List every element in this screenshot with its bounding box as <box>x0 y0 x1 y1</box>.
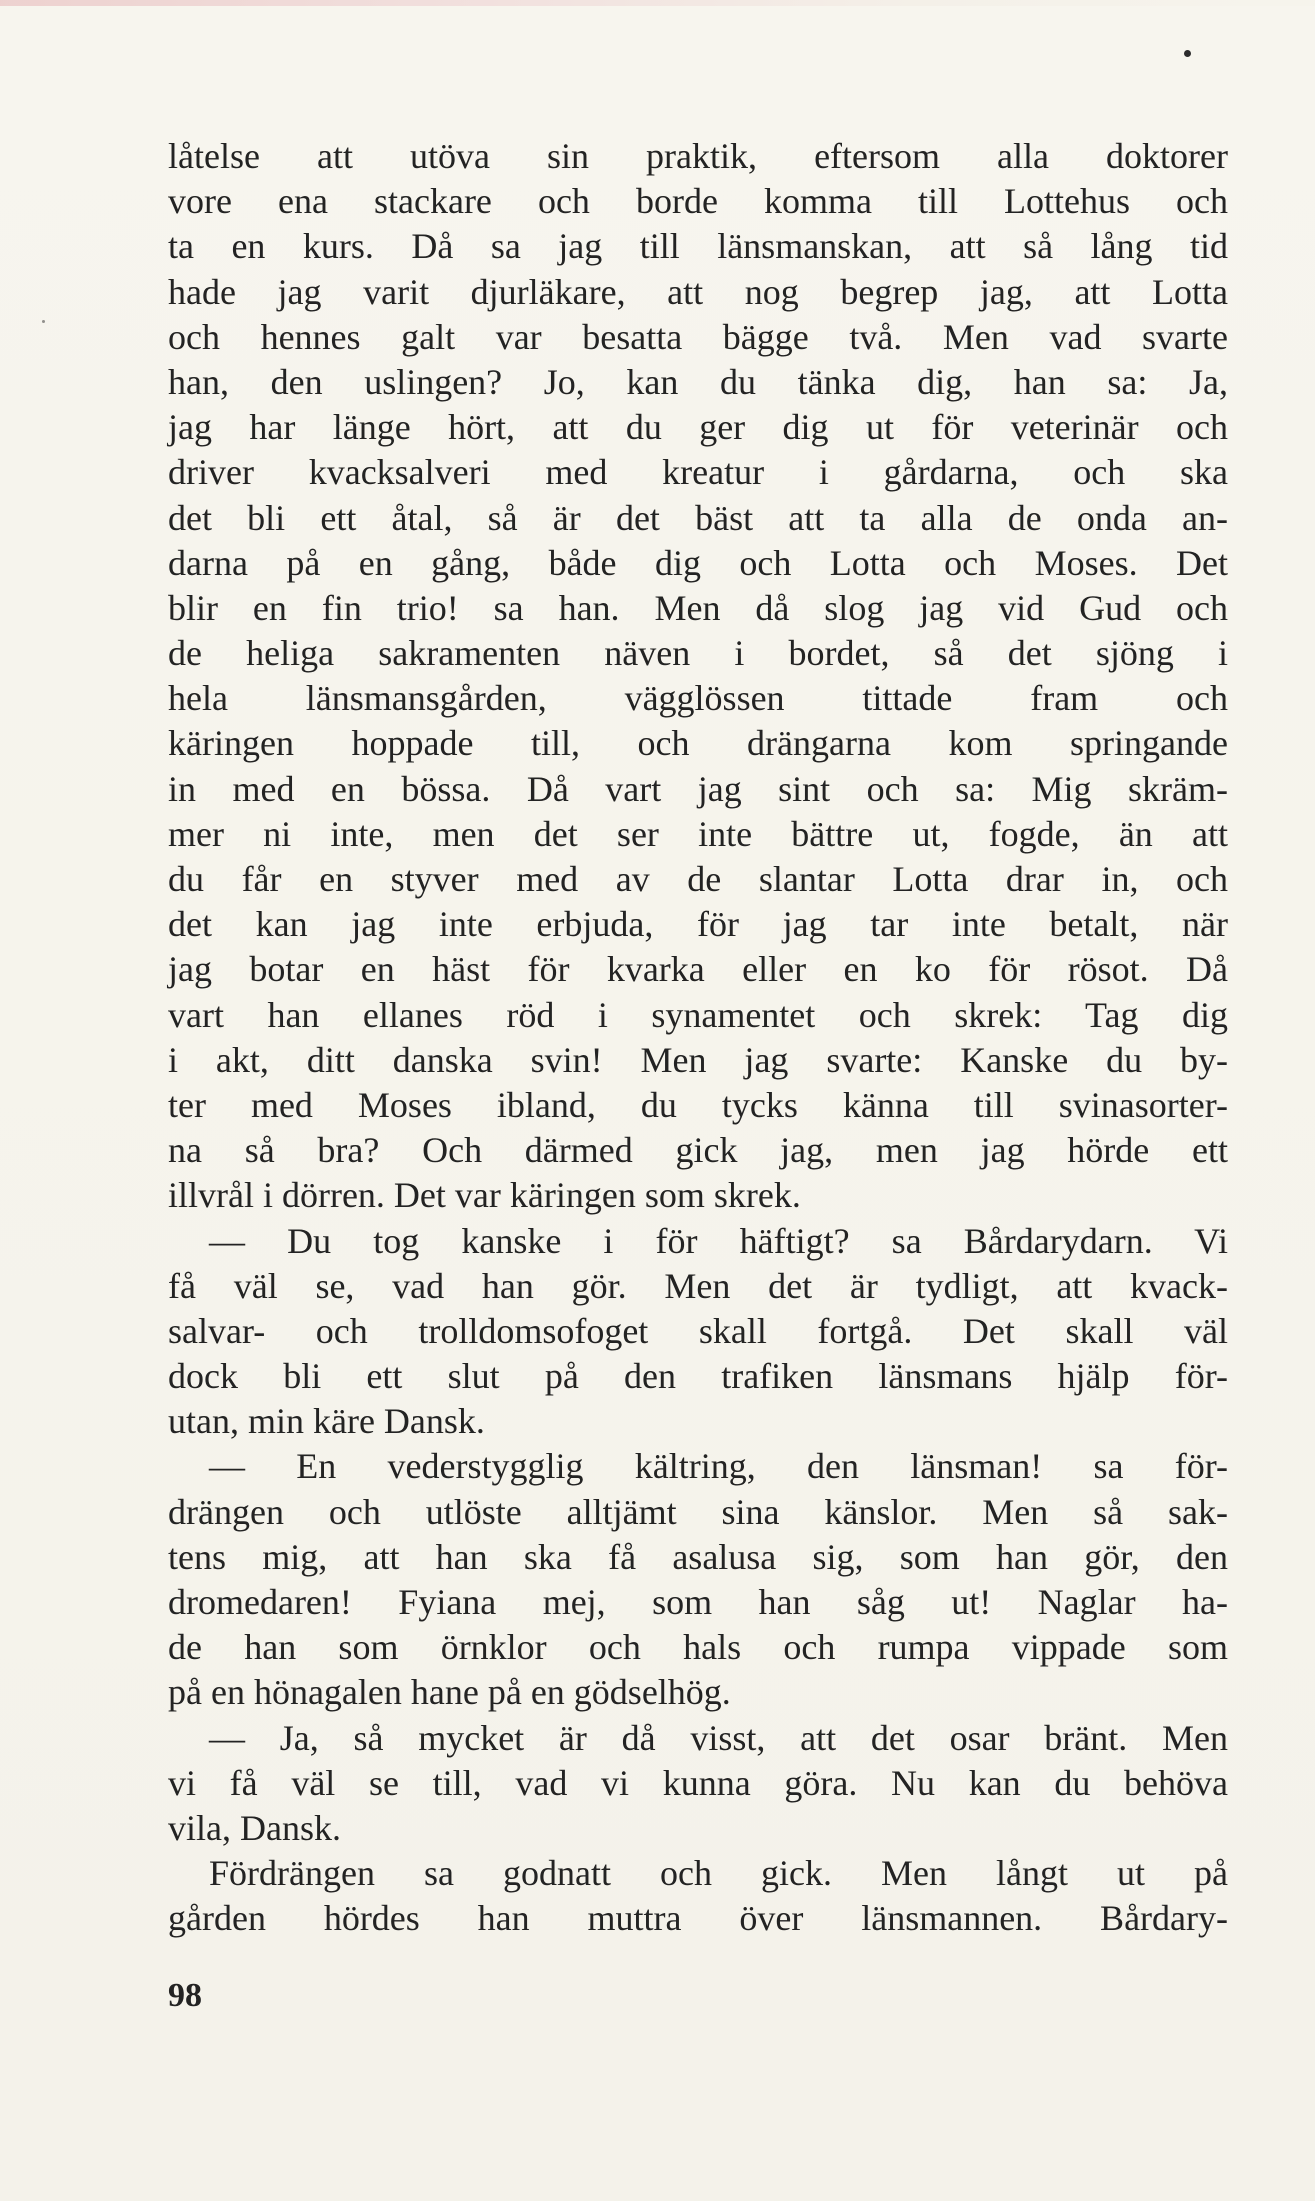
text-line: det kan jag inte erbjuda, för jag tar inte betalt, när <box>168 904 1228 945</box>
text-line: darna på en gång, både dig och Lotta och Moses. Det <box>168 542 1228 583</box>
ink-speck <box>42 320 45 323</box>
text-line: — Ja, så mycket är då visst, att det osar bränt. Men <box>209 1717 1228 1758</box>
text-line: tens mig, att han ska få asalusa sig, som han gör, den <box>168 1536 1228 1577</box>
text-line: gården hördes han muttra över länsmannen. Bårdary- <box>168 1898 1228 1939</box>
text-line: han, den uslingen? Jo, kan du tänka dig, han sa: Ja, <box>168 361 1228 402</box>
text-line: ta en kurs. Då sa jag till länsmanskan, att så lång tid <box>168 226 1228 267</box>
text-line: de heliga sakramenten näven i bordet, så det sjöng i <box>168 633 1228 674</box>
text-line: illvrål i dörren. Det var käringen som skrek. <box>168 1175 801 1216</box>
text-line: jag botar en häst för kvarka eller en ko för rösot. Då <box>168 949 1228 990</box>
page-top-edge <box>0 0 1315 6</box>
text-line: driver kvacksalveri med kreatur i gårdarna, och ska <box>168 452 1228 493</box>
text-line: få väl se, vad han gör. Men det är tydligt, att kvack- <box>168 1265 1228 1306</box>
text-line: käringen hoppade till, och drängarna kom springande <box>168 723 1228 764</box>
page-number: 98 <box>168 1977 202 2014</box>
text-line: i akt, ditt danska svin! Men jag svarte: Kanske du by- <box>168 1039 1228 1080</box>
text-line: hade jag varit djurläkare, att nog begrep jag, att Lotta <box>168 271 1228 312</box>
text-line: dromedaren! Fyiana mej, som han såg ut! Naglar ha- <box>168 1582 1228 1622</box>
text-line: ter med Moses ibland, du tycks känna till svinasorter- <box>168 1084 1228 1125</box>
text-line: du får en styver med av de slantar Lotta drar in, och <box>168 859 1228 899</box>
text-line: vore ena stackare och borde komma till Lottehus och <box>168 181 1228 222</box>
text-line: vila, Dansk. <box>168 1807 341 1848</box>
text-line: dock bli ett slut på den trafiken länsmans hjälp för- <box>168 1356 1228 1397</box>
text-line: vart han ellanes röd i synamentet och skrek: Tag dig <box>168 994 1228 1035</box>
text-line: Fördrängen sa godnatt och gick. Men långt ut på <box>209 1853 1228 1894</box>
text-line: drängen och utlöste alltjämt sina känslor. Men så sak- <box>168 1491 1228 1532</box>
body-text <box>168 134 1228 1942</box>
text-line: in med en bössa. Då vart jag sint och sa: Mig skräm- <box>168 768 1228 809</box>
ink-speck <box>1184 50 1191 57</box>
text-line: och hennes galt var besatta bägge två. Men vad svarte <box>168 316 1228 357</box>
text-line: de han som örnklor och hals och rumpa vippade som <box>168 1627 1228 1668</box>
text-line: utan, min käre Dansk. <box>168 1401 485 1442</box>
text-line: — En vederstygglig kältring, den länsman! sa för- <box>209 1446 1228 1487</box>
text-line: på en hönagalen hane på en gödselhög. <box>168 1672 731 1713</box>
text-line: — Du tog kanske i för häftigt? sa Bårdarydarn. Vi <box>209 1220 1228 1261</box>
text-line: vi få väl se till, vad vi kunna göra. Nu kan du behöva <box>168 1762 1228 1803</box>
text-line: blir en fin trio! sa han. Men då slog jag vid Gud och <box>168 587 1228 628</box>
text-line: na så bra? Och därmed gick jag, men jag hörde ett <box>168 1130 1228 1171</box>
text-line: det bli ett åtal, så är det bäst att ta alla de onda an- <box>168 497 1228 538</box>
text-line: jag har länge hört, att du ger dig ut för veterinär och <box>168 407 1228 448</box>
text-line: låtelse att utöva sin praktik, eftersom alla doktorer <box>168 136 1228 176</box>
text-line: mer ni inte, men det ser inte bättre ut, fogde, än att <box>168 813 1228 854</box>
text-line: hela länsmansgården, vägglössen tittade fram och <box>168 678 1228 719</box>
text-line: salvar- och trolldomsofoget skall fortgå. Det skall väl <box>168 1310 1228 1351</box>
